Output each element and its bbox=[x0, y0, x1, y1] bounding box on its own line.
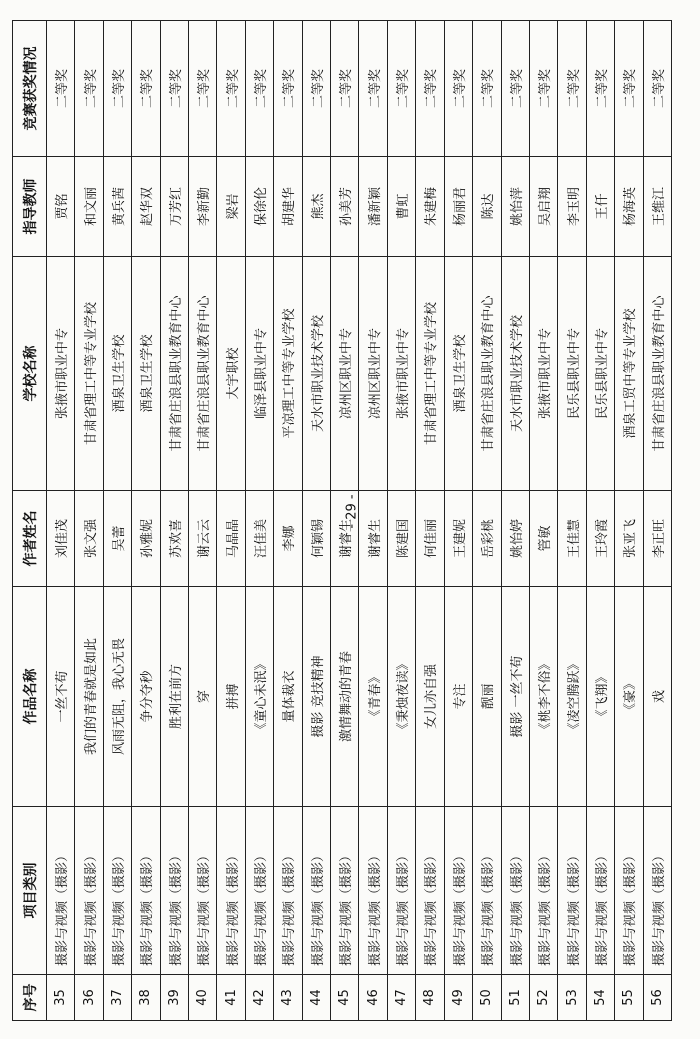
header-work: 作品名称 bbox=[13, 587, 47, 807]
cell-teacher: 梁岩 bbox=[217, 157, 245, 257]
cell-no: 39 bbox=[160, 975, 188, 1021]
cell-author: 王建妮 bbox=[444, 491, 472, 587]
cell-work: 穿 bbox=[189, 587, 217, 807]
cell-no: 48 bbox=[416, 975, 444, 1021]
cell-school: 张掖市职业中专 bbox=[529, 257, 557, 491]
cell-work: 《秉烛夜读》 bbox=[387, 587, 415, 807]
cell-no: 43 bbox=[274, 975, 302, 1021]
cell-award: 二等奖 bbox=[331, 21, 359, 157]
cell-category: 摄影与视频（摄影） bbox=[643, 807, 671, 975]
table-row bbox=[501, 21, 529, 1021]
cell-school: 甘肃省庄浪县职业教育中心 bbox=[189, 257, 217, 491]
cell-teacher: 赵华双 bbox=[132, 157, 160, 257]
cell-author: 刘佳茂 bbox=[47, 491, 75, 587]
cell-award: 二等奖 bbox=[217, 21, 245, 157]
cell-award: 二等奖 bbox=[245, 21, 273, 157]
page-number: - 29 - bbox=[344, 494, 360, 529]
cell-teacher: 朱建梅 bbox=[416, 157, 444, 257]
cell-no: 56 bbox=[643, 975, 671, 1021]
cell-teacher: 李玉明 bbox=[558, 157, 586, 257]
cell-award: 二等奖 bbox=[47, 21, 75, 157]
cell-category: 摄影与视频（摄影） bbox=[103, 807, 131, 975]
cell-no: 38 bbox=[132, 975, 160, 1021]
cell-work: 《青春》 bbox=[359, 587, 387, 807]
cell-no: 54 bbox=[586, 975, 614, 1021]
cell-work: 量体裁衣 bbox=[274, 587, 302, 807]
table-row bbox=[103, 21, 131, 1021]
cell-work: 《凌空腾跃》 bbox=[558, 587, 586, 807]
cell-author: 苏欢喜 bbox=[160, 491, 188, 587]
cell-teacher: 杨丽君 bbox=[444, 157, 472, 257]
cell-teacher: 黄兵茜 bbox=[103, 157, 131, 257]
cell-school: 甘肃省庄浪县职业教育中心 bbox=[160, 257, 188, 491]
cell-work: 我们的青春就是如此 bbox=[75, 587, 103, 807]
cell-category: 摄影与视频（摄影） bbox=[558, 807, 586, 975]
table-row bbox=[558, 21, 586, 1021]
cell-category: 摄影与视频（摄影） bbox=[132, 807, 160, 975]
cell-category: 摄影与视频（摄影） bbox=[586, 807, 614, 975]
cell-school: 民乐县职业中专 bbox=[558, 257, 586, 491]
table-row bbox=[473, 21, 501, 1021]
cell-teacher: 王维江 bbox=[643, 157, 671, 257]
cell-school: 临泽县职业中专 bbox=[245, 257, 273, 491]
cell-author: 孙雅妮 bbox=[132, 491, 160, 587]
cell-author: 管敏 bbox=[529, 491, 557, 587]
cell-no: 44 bbox=[302, 975, 330, 1021]
cell-teacher: 和文丽 bbox=[75, 157, 103, 257]
cell-teacher: 孙美芳 bbox=[331, 157, 359, 257]
cell-work: 《豪》 bbox=[615, 587, 643, 807]
cell-award: 二等奖 bbox=[160, 21, 188, 157]
cell-school: 甘肃省庄浪县职业教育中心 bbox=[643, 257, 671, 491]
cell-category: 摄影与视频（摄影） bbox=[529, 807, 557, 975]
cell-author: 岳彩桃 bbox=[473, 491, 501, 587]
cell-author: 何佳丽 bbox=[416, 491, 444, 587]
cell-no: 52 bbox=[529, 975, 557, 1021]
cell-author: 马晶晶 bbox=[217, 491, 245, 587]
cell-school: 凉州区职业中专 bbox=[331, 257, 359, 491]
cell-school: 甘肃省理工中等专业学校 bbox=[75, 257, 103, 491]
cell-work: 拼搏 bbox=[217, 587, 245, 807]
cell-category: 摄影与视频（摄影） bbox=[387, 807, 415, 975]
cell-no: 49 bbox=[444, 975, 472, 1021]
cell-work: 《童心未泯》 bbox=[245, 587, 273, 807]
table-row bbox=[359, 21, 387, 1021]
cell-category: 摄影与视频（摄影） bbox=[274, 807, 302, 975]
cell-award: 二等奖 bbox=[359, 21, 387, 157]
cell-work: 《桃李不俗》 bbox=[529, 587, 557, 807]
table-header-row bbox=[13, 21, 47, 1021]
cell-category: 摄影与视频（摄影） bbox=[302, 807, 330, 975]
cell-author: 张亚飞 bbox=[615, 491, 643, 587]
cell-school: 平凉理工中等专业学校 bbox=[274, 257, 302, 491]
cell-author: 李正旺 bbox=[643, 491, 671, 587]
cell-category: 摄影与视频（摄影） bbox=[75, 807, 103, 975]
cell-work: 一丝不苟 bbox=[47, 587, 75, 807]
cell-category: 摄影与视频（摄影） bbox=[245, 807, 273, 975]
cell-award: 二等奖 bbox=[189, 21, 217, 157]
cell-work: 风雨无阻，我心无畏 bbox=[103, 587, 131, 807]
cell-award: 二等奖 bbox=[302, 21, 330, 157]
cell-teacher: 保徐伦 bbox=[245, 157, 273, 257]
award-table bbox=[12, 20, 672, 1021]
cell-award: 二等奖 bbox=[643, 21, 671, 157]
cell-school: 甘肃省庄浪县职业教育中心 bbox=[473, 257, 501, 491]
cell-category: 摄影与视频（摄影） bbox=[160, 807, 188, 975]
cell-author: 谢睿生 bbox=[331, 491, 359, 587]
table-row bbox=[387, 21, 415, 1021]
cell-category: 摄影与视频（摄影） bbox=[47, 807, 75, 975]
cell-no: 45 bbox=[331, 975, 359, 1021]
cell-work: 摄影 竞技精神 bbox=[302, 587, 330, 807]
cell-teacher: 潘新颖 bbox=[359, 157, 387, 257]
table-row bbox=[615, 21, 643, 1021]
cell-school: 甘肃省理工中等专业学校 bbox=[416, 257, 444, 491]
cell-school: 酒泉卫生学校 bbox=[444, 257, 472, 491]
cell-school: 张掖市职业中专 bbox=[387, 257, 415, 491]
header-category: 项目类别 bbox=[13, 807, 47, 975]
header-no: 序号 bbox=[13, 975, 47, 1021]
table-row bbox=[444, 21, 472, 1021]
cell-category: 摄影与视频（摄影） bbox=[473, 807, 501, 975]
cell-award: 二等奖 bbox=[274, 21, 302, 157]
cell-category: 摄影与视频（摄影） bbox=[359, 807, 387, 975]
cell-school: 大宇职校 bbox=[217, 257, 245, 491]
cell-award: 二等奖 bbox=[103, 21, 131, 157]
table-row bbox=[302, 21, 330, 1021]
cell-author: 陈建国 bbox=[387, 491, 415, 587]
cell-award: 二等奖 bbox=[615, 21, 643, 157]
cell-teacher: 曹虹 bbox=[387, 157, 415, 257]
cell-teacher: 陈达 bbox=[473, 157, 501, 257]
cell-author: 姚怡婷 bbox=[501, 491, 529, 587]
cell-school: 张掖市职业中专 bbox=[47, 257, 75, 491]
cell-teacher: 熊杰 bbox=[302, 157, 330, 257]
cell-category: 摄影与视频（摄影） bbox=[444, 807, 472, 975]
cell-award: 二等奖 bbox=[586, 21, 614, 157]
cell-no: 47 bbox=[387, 975, 415, 1021]
table-row bbox=[245, 21, 273, 1021]
cell-author: 何颖锡 bbox=[302, 491, 330, 587]
cell-work: 女儿亦自强 bbox=[416, 587, 444, 807]
header-school: 学校名称 bbox=[13, 257, 47, 491]
cell-teacher: 李新勤 bbox=[189, 157, 217, 257]
cell-no: 41 bbox=[217, 975, 245, 1021]
header-teacher: 指导教师 bbox=[13, 157, 47, 257]
cell-teacher: 杨海英 bbox=[615, 157, 643, 257]
cell-no: 55 bbox=[615, 975, 643, 1021]
cell-award: 二等奖 bbox=[444, 21, 472, 157]
cell-category: 摄影与视频（摄影） bbox=[416, 807, 444, 975]
cell-author: 王玲霞 bbox=[586, 491, 614, 587]
cell-award: 二等奖 bbox=[558, 21, 586, 157]
cell-author: 张文强 bbox=[75, 491, 103, 587]
cell-work: 靓丽 bbox=[473, 587, 501, 807]
table-row bbox=[189, 21, 217, 1021]
cell-teacher: 贾铭 bbox=[47, 157, 75, 257]
table-row bbox=[416, 21, 444, 1021]
cell-work: 戏 bbox=[643, 587, 671, 807]
cell-author: 谢云云 bbox=[189, 491, 217, 587]
cell-school: 民乐县职业中专 bbox=[586, 257, 614, 491]
cell-award: 二等奖 bbox=[501, 21, 529, 157]
cell-school: 酒泉卫生学校 bbox=[103, 257, 131, 491]
cell-award: 二等奖 bbox=[416, 21, 444, 157]
cell-award: 二等奖 bbox=[75, 21, 103, 157]
table-row bbox=[75, 21, 103, 1021]
cell-school: 酒泉卫生学校 bbox=[132, 257, 160, 491]
cell-work: 争分夺秒 bbox=[132, 587, 160, 807]
cell-author: 吴蕾 bbox=[103, 491, 131, 587]
cell-no: 35 bbox=[47, 975, 75, 1021]
header-award: 竞赛获奖情况 bbox=[13, 21, 47, 157]
cell-school: 天水市职业技术学校 bbox=[501, 257, 529, 491]
table-row bbox=[132, 21, 160, 1021]
table-row bbox=[586, 21, 614, 1021]
cell-no: 50 bbox=[473, 975, 501, 1021]
cell-work: 摄影 一丝不苟 bbox=[501, 587, 529, 807]
cell-award: 二等奖 bbox=[473, 21, 501, 157]
cell-work: 胜利在前方 bbox=[160, 587, 188, 807]
cell-author: 谢睿生 bbox=[359, 491, 387, 587]
cell-teacher: 万芳红 bbox=[160, 157, 188, 257]
cell-school: 天水市职业技术学校 bbox=[302, 257, 330, 491]
cell-category: 摄影与视频（摄影） bbox=[615, 807, 643, 975]
cell-no: 46 bbox=[359, 975, 387, 1021]
cell-category: 摄影与视频（摄影） bbox=[331, 807, 359, 975]
header-author: 作者姓名 bbox=[13, 491, 47, 587]
cell-no: 51 bbox=[501, 975, 529, 1021]
table-row bbox=[643, 21, 671, 1021]
cell-teacher: 王仟 bbox=[586, 157, 614, 257]
cell-teacher: 姚怡萍 bbox=[501, 157, 529, 257]
cell-category: 摄影与视频（摄影） bbox=[501, 807, 529, 975]
table-row bbox=[217, 21, 245, 1021]
cell-teacher: 吴启翔 bbox=[529, 157, 557, 257]
cell-award: 二等奖 bbox=[387, 21, 415, 157]
cell-author: 李娜 bbox=[274, 491, 302, 587]
rotated-table-wrapper bbox=[12, 21, 672, 1021]
table-row bbox=[160, 21, 188, 1021]
cell-work: 激情舞动的青春 bbox=[331, 587, 359, 807]
cell-author: 王佳慧 bbox=[558, 491, 586, 587]
cell-category: 摄影与视频（摄影） bbox=[217, 807, 245, 975]
cell-teacher: 胡建华 bbox=[274, 157, 302, 257]
cell-no: 40 bbox=[189, 975, 217, 1021]
cell-school: 凉州区职业中专 bbox=[359, 257, 387, 491]
cell-work: 《飞翔》 bbox=[586, 587, 614, 807]
cell-work: 专注 bbox=[444, 587, 472, 807]
cell-no: 53 bbox=[558, 975, 586, 1021]
cell-no: 36 bbox=[75, 975, 103, 1021]
cell-category: 摄影与视频（摄影） bbox=[189, 807, 217, 975]
cell-author: 汪佳美 bbox=[245, 491, 273, 587]
cell-award: 二等奖 bbox=[529, 21, 557, 157]
cell-no: 42 bbox=[245, 975, 273, 1021]
cell-no: 37 bbox=[103, 975, 131, 1021]
table-row bbox=[47, 21, 75, 1021]
cell-school: 酒泉工贸中等专业学校 bbox=[615, 257, 643, 491]
cell-award: 二等奖 bbox=[132, 21, 160, 157]
table-row bbox=[529, 21, 557, 1021]
table-row bbox=[274, 21, 302, 1021]
